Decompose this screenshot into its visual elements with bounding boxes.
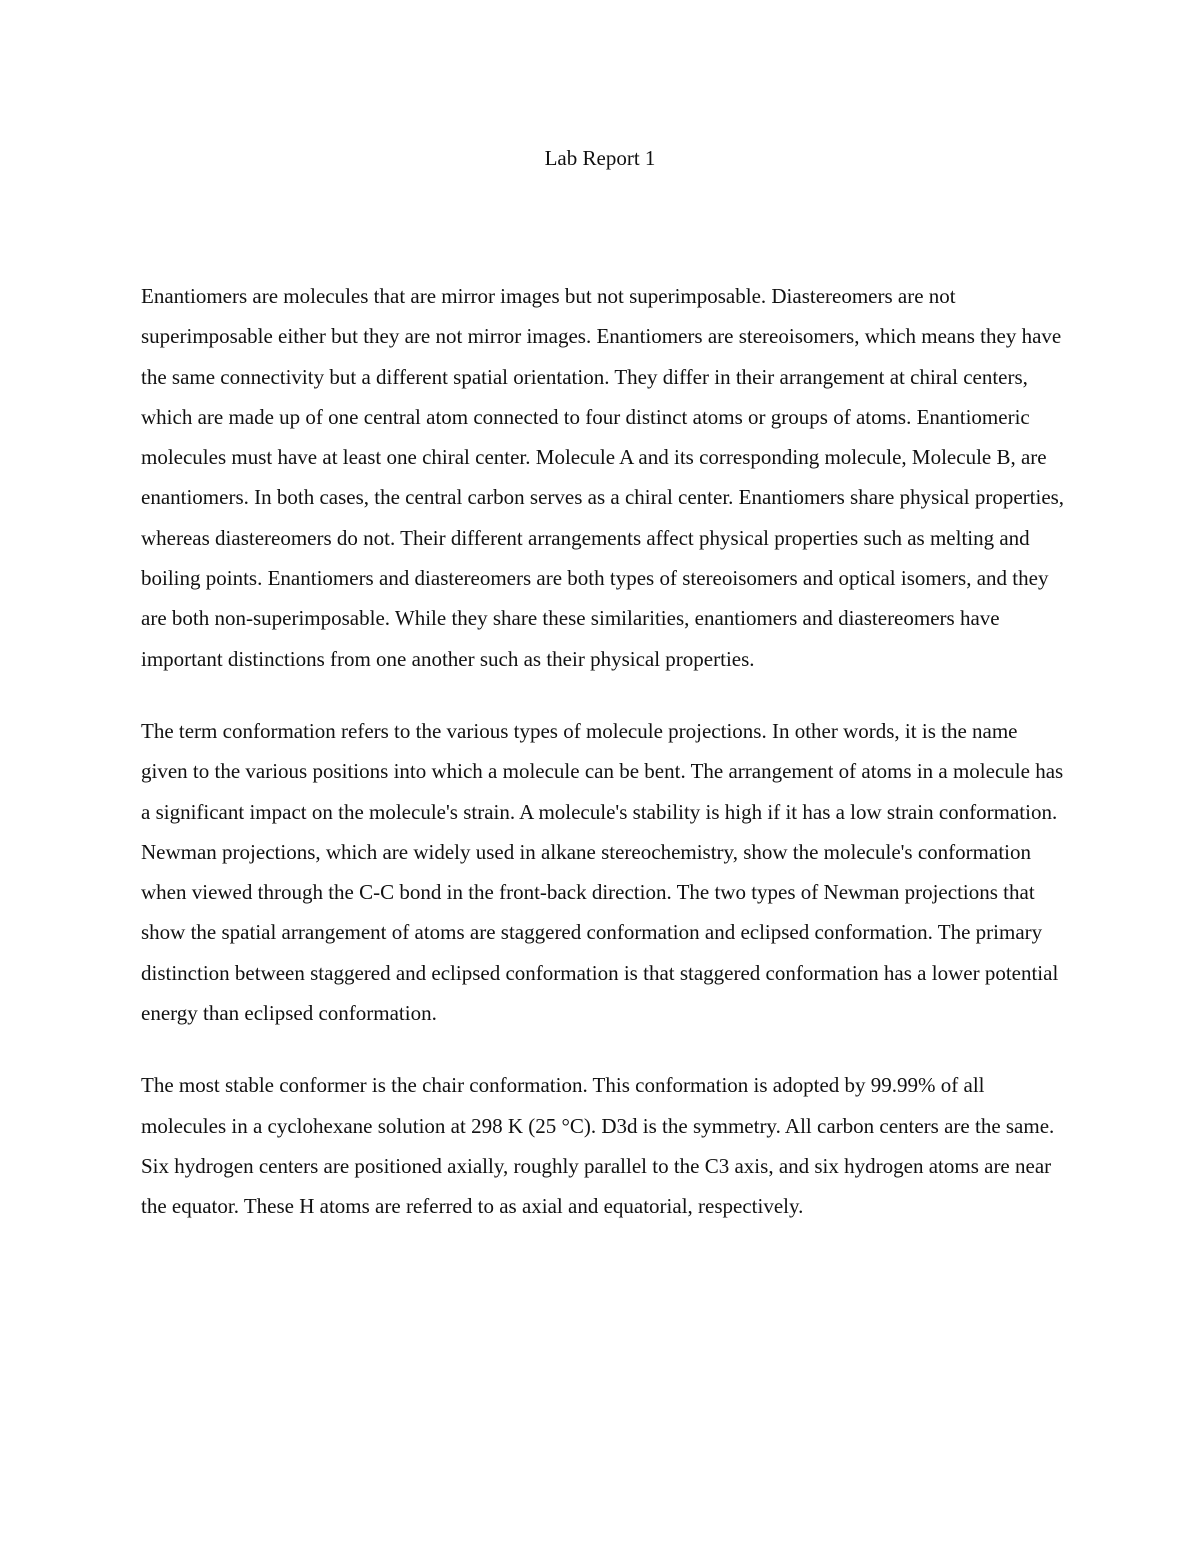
document-body xyxy=(141,276,1066,1227)
paragraph-conformation: The term conformation refers to the various types of molecule projections. In other words, it is the name given to the various positions into which a molecule can be bent. The arrangement of atoms in a molecule has a significant impact on the molecule's strain. A molecule's stability is high if it has a low strain conformation. Newman projections, which are widely used in alkane stereochemistry, show the molecule's conformation when viewed through the C-C bond in the front-back direction. The two types of Newman projections that show the spatial arrangement of atoms are staggered conformation and eclipsed conformation. The primary distinction between staggered and eclipsed conformation is that staggered conformation has a lower potential energy than eclipsed conformation. xyxy=(141,718,1064,1026)
paragraph-enantiomers: Enantiomers are molecules that are mirror images but not superimposable. Diastereomers are not superimposable either but they are not mirror images. Enantiomers are stereoisomers, which means they have the same connectivity but a different spatial orientation. They differ in their arrangement at chiral centers, which are made up of one central atom connected to four distinct atoms or groups of atoms. Enantiomeric molecules must have at least one chiral center. Molecule A and its corresponding molecule, Molecule B, are enantiomers. In both cases, the central carbon serves as a chiral center. Enantiomers share physical properties, whereas diastereomers do not. Their different arrangements affect physical properties such as melting and boiling points. Enantiomers and diastereomers are both types of stereoisomers and optical isomers, and they are both non-superimposable. While they share these similarities, enantiomers and diastereomers have important distinctions from one another such as their physical properties. xyxy=(141,284,1065,671)
document-title: Lab Report 1 xyxy=(544,146,656,170)
paragraph-chair-conformation: The most stable conformer is the chair conformation. This conformation is adopted by 99.99% of all molecules in a cyclohexane solution at 298 K (25 °C). D3d is the symmetry. All carbon centers are the same. Six hydrogen centers are positioned axially, roughly parallel to the C3 axis, and six hydrogen atoms are near the equator. These H atoms are referred to as axial and equatorial, respectively. xyxy=(141,1073,1055,1219)
